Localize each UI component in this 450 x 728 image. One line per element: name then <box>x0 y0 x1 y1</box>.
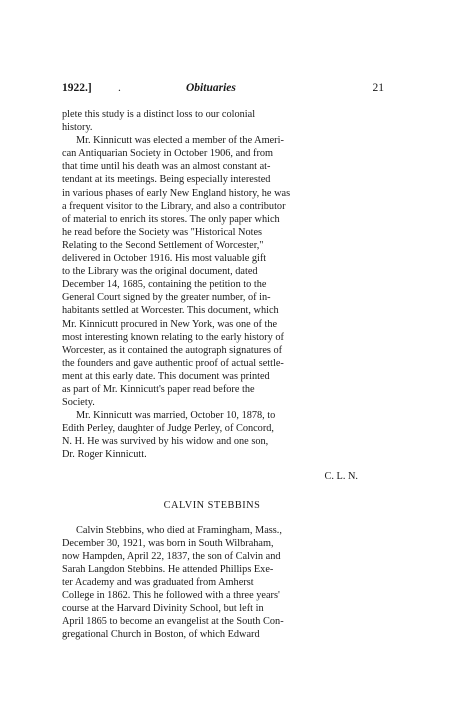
text-line: of material to enrich its stores. The only paper which <box>62 213 280 225</box>
text-line: can Antiquarian Society in October 1906, and from <box>62 148 274 160</box>
text-line: Mr. Kinnicutt procured in New York, was one of the <box>62 318 278 330</box>
header-separator: . <box>118 82 121 94</box>
text-line: gregational Church in Boston, of which Edward <box>62 629 260 641</box>
text-line: Sarah Langdon Stebbins. He attended Phillips Exe- <box>62 564 274 575</box>
text-line: the founders and gave authentic proof of actual settle- <box>62 357 284 369</box>
text-line: he read before the Society was "Historical Notes <box>62 226 263 238</box>
paragraph-society-membership <box>62 134 362 409</box>
text-line: Dr. Roger Kinnicutt. <box>62 449 147 461</box>
text-line: General Court signed by the greater number, of in- <box>62 292 271 304</box>
text-line: Relating to the Second Settlement of Worcester," <box>62 239 264 251</box>
text-line: a frequent visitor to the Library, and also a contributor <box>62 200 286 212</box>
text-line: course at the Harvard Divinity School, but left in <box>62 603 264 615</box>
paragraph-calvin-stebbins <box>62 524 362 642</box>
text-line: Mr. Kinnicutt was elected a member of the Ameri- <box>76 135 284 147</box>
text-line: plete this study is a distinct loss to our colonial <box>62 109 256 120</box>
text-line: as part of Mr. Kinnicutt's paper read before the <box>62 383 255 395</box>
section-heading: CALVIN STEBBINS <box>163 499 261 511</box>
book-page <box>62 82 384 642</box>
text-line: to the Library was the original document, dated <box>62 266 258 278</box>
text-line: most interesting known relating to the early history of <box>62 331 284 343</box>
text-line: December 14, 1685, containing the petition to the <box>62 279 267 291</box>
header-year: 1922.] <box>62 82 92 94</box>
text-line: April 1865 to become an evangelist at the South Con- <box>62 616 284 628</box>
text-line: Worcester, as it contained the autograph signatures of <box>62 344 283 356</box>
text-line: N. H. He was survived by his widow and one son, <box>62 436 269 448</box>
text-line: now Hampden, April 22, 1837, the son of Calvin and <box>62 550 281 562</box>
text-line: Calvin Stebbins, who died at Framingham, Mass., <box>76 524 282 536</box>
text-line: tendant at its meetings. Being especially interested <box>62 174 271 186</box>
text-line: history. <box>62 122 93 134</box>
text-line: Society. <box>62 397 95 409</box>
page-body <box>62 108 362 642</box>
text-line: ment at this early date. This document was printed <box>62 370 270 382</box>
text-line: ter Academy and was graduated from Amherst <box>62 577 254 589</box>
text-line: that time until his death was an almost constant at- <box>62 161 271 173</box>
author-signature: C. L. N. <box>324 470 358 482</box>
text-line: in various phases of early New England history, he was <box>62 187 291 199</box>
text-line: Edith Perley, daughter of Judge Perley, of Concord, <box>62 423 274 435</box>
page-number: 21 <box>372 82 384 94</box>
running-header <box>62 82 384 102</box>
text-line: December 30, 1921, was born in South Wilbraham, <box>62 537 274 549</box>
header-title: Obituaries <box>186 82 236 94</box>
paragraph-continuation <box>62 108 362 134</box>
text-line: Mr. Kinnicutt was married, October 10, 1878, to <box>76 410 276 422</box>
text-line: delivered in October 1916. His most valuable gift <box>62 253 267 265</box>
paragraph-marriage <box>62 409 362 461</box>
text-line: College in 1862. This he followed with a three years' <box>62 590 280 602</box>
text-line: habitants settled at Worcester. This document, which <box>62 305 279 317</box>
